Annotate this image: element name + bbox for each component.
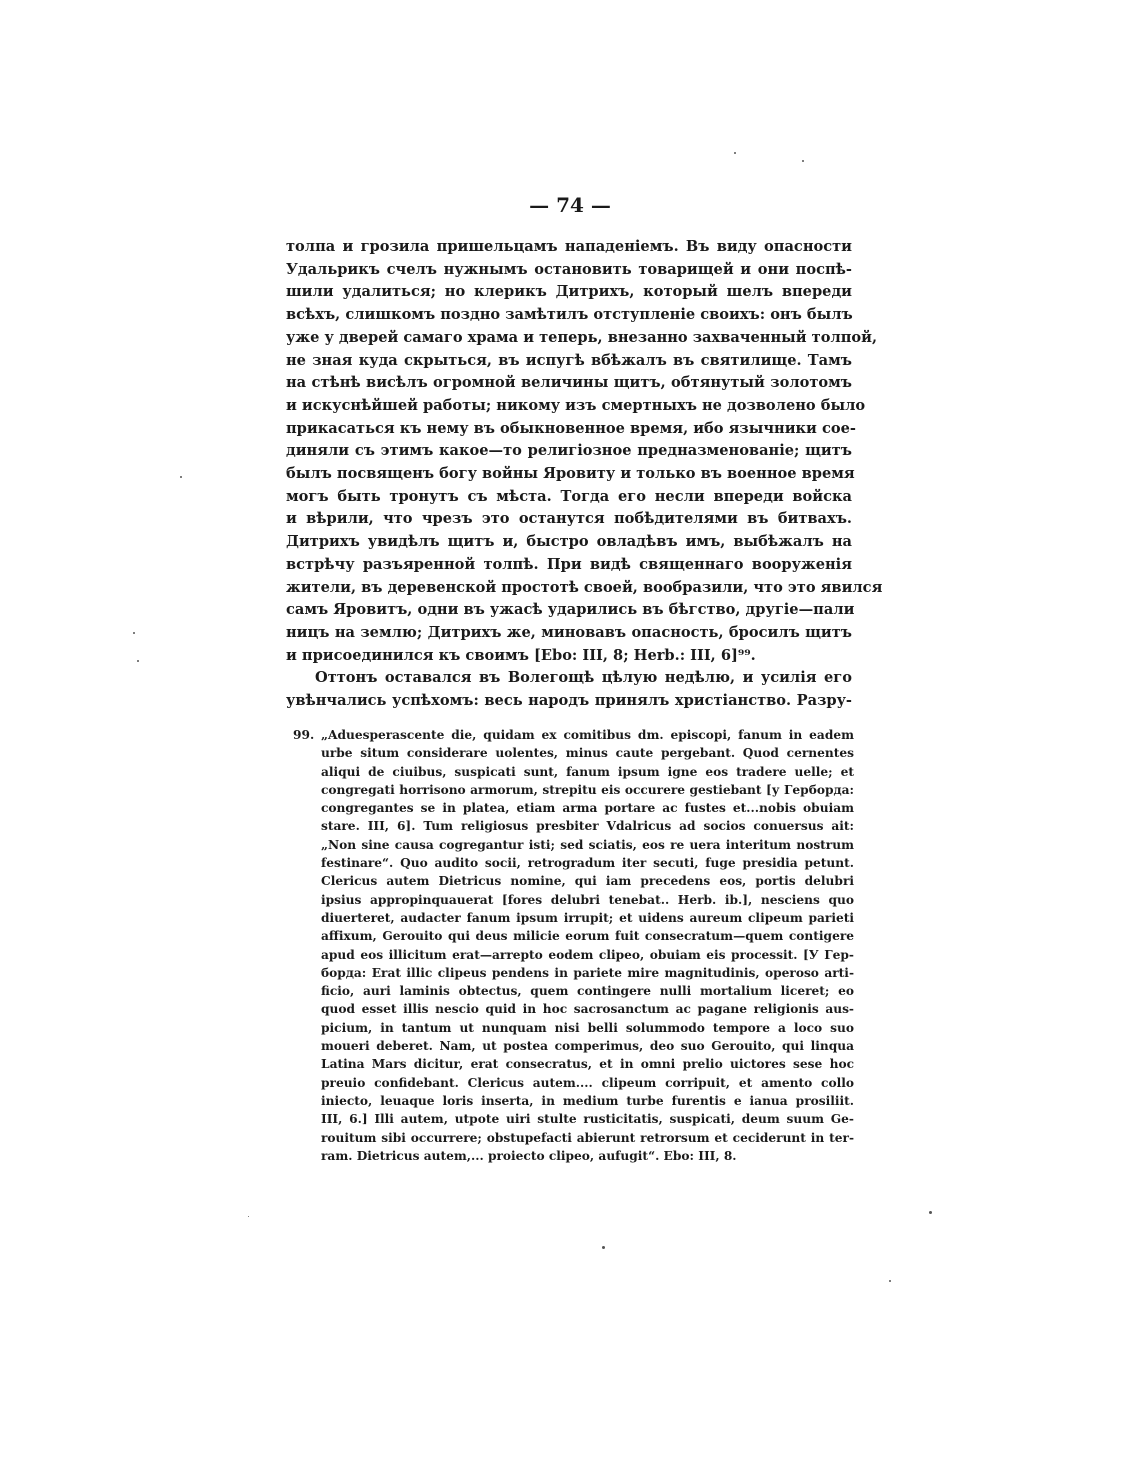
footnote-marker: 99. <box>293 728 315 742</box>
text-line: встрѣчу разъяренной толпѣ. При видѣ священнаго вооруженія <box>286 555 852 573</box>
footnote-line: Clericus autem Dietricus nomine, qui iam precedens eos, portis delubri <box>321 874 854 889</box>
footnote-line: Latina Mars dicitur, erat consecratus, et in omni prelio uictores sese hoc <box>321 1057 854 1072</box>
scan-speck <box>602 1246 605 1249</box>
footnote-line-text: „Aduesperascente die, quidam ex comitibus dm. episcopi, fanum in eadem <box>321 728 854 742</box>
footnote-line: apud eos illicitum erat—arrepto eodem clipeo, obuiam eis processit. [У Гер- <box>321 947 854 962</box>
scan-speck <box>802 160 804 162</box>
footnote-line: urbe situm considerare uolentes, minus caute pergebant. Quod cernentes <box>321 746 854 761</box>
footnote <box>286 726 854 1165</box>
text-line: всѣхъ, слишкомъ поздно замѣтилъ отступленіе своихъ: онъ былъ <box>286 306 853 324</box>
footnote-line: борда: Erat illic clipeus pendens in pariete mire magnitudinis, operoso arti- <box>321 965 854 980</box>
text-line: шили удалиться; но клерикъ Дитрихъ, который шелъ впереди <box>286 283 852 301</box>
text-line: уже у дверей самаго храма и теперь, внезанно захваченный толпой, <box>286 328 878 346</box>
text-line: увѣнчались успѣхомъ: весь народъ принялъ христіанство. Разру- <box>286 692 852 710</box>
footnote-line: aliqui de ciuibus, suspicati sunt, fanum ipsum igne eos tradere uelle; et <box>321 764 854 779</box>
footnote-line: ficio, auri laminis obtectus, quem contingere nulli mortalium liceret; eo <box>321 984 854 999</box>
text-line: Удальрикъ счелъ нужнымъ остановить товарищей и они поспѣ- <box>286 260 852 278</box>
text-line: и присоединился къ своимъ [Ebo: III, 8; Herb.: III, 6]⁹⁹. <box>286 646 756 664</box>
text-line: былъ посвященъ богу войны Яровиту и только въ военное время <box>286 465 855 483</box>
text-line: Оттонъ оставался въ Волегощѣ цѣлую недѣлю, и усилія его <box>315 669 852 687</box>
text-line: толпа и грозила пришельцамъ нападеніемъ. Въ виду опасности <box>286 238 852 255</box>
text-line: могъ быть тронутъ съ мѣста. Тогда его несли впереди войска <box>286 487 852 505</box>
scan-speck <box>734 152 736 154</box>
footnote-line: ipsius appropinquauerat [fores delubri tenebat.. Herb. ib.], nesciens quo <box>321 892 854 907</box>
scan-speck <box>133 632 135 634</box>
footnote-line: picium, in tantum ut nunquam nisi belli solummodo tempore a loco suo <box>321 1020 854 1035</box>
scan-speck <box>248 1216 249 1217</box>
scan-speck <box>929 1211 932 1214</box>
footnote-line: preuio confidebant. Clericus autem.... clipeum corripuit, et amento collo <box>321 1075 854 1090</box>
footnote-line: iniecto, leuaque loris inserta, in medium turbe furentis e ianua prosiliit. <box>321 1093 854 1108</box>
text-line: и вѣрили, что чрезъ это останутся побѣдителями въ битвахъ. <box>286 510 852 528</box>
text-line: Дитрихъ увидѣлъ щитъ и, быстро овладѣвъ имъ, выбѣжалъ на <box>286 533 852 551</box>
footnote-line: stare. III, 6]. Tum religiosus presbiter Vdalricus ad socios conuersus ait: <box>321 819 854 834</box>
scan-speck <box>180 476 182 478</box>
footnote-line: affixum, Gerouito qui deus milicie eorum fuit consecratum—quem contigere <box>321 929 854 944</box>
footnote-line: III, 6.] Illi autem, utpote uiri stulte rusticitatis, suspicati, deum suum Ge- <box>321 1112 854 1127</box>
footnote-line: diuerteret, audacter fanum ipsum irrupit; et uidens aureum clipeum parieti <box>321 910 854 925</box>
scan-speck <box>137 660 139 662</box>
footnote-line: ram. Dietricus autem,... proiecto clipeo, aufugit“. Ebo: III, 8. <box>321 1148 737 1163</box>
footnote-line: quod esset illis nescio quid in hoc sacrosanctum ac pagane religionis aus- <box>321 1002 854 1017</box>
text-line: ницъ на землю; Дитрихъ же, миновавъ опасность, бросилъ щитъ <box>286 623 852 641</box>
footnote-line <box>286 726 854 744</box>
main-text <box>286 236 883 713</box>
text-line: прикасаться къ нему въ обыкновенное время, ибо язычники сое- <box>286 419 856 437</box>
text-line: на стѣнѣ висѣлъ огромной величины щитъ, обтянутый золотомъ <box>286 374 852 392</box>
footnote-line: congregati horrisono armorum, strepitu eis occurere gestiebant [у Герборда: <box>321 782 854 797</box>
text-line: и искуснѣйшей работы; никому изъ смертныхъ не дозволено было <box>286 396 866 414</box>
footnote-line: festinare“. Quo audito socii, retrogradum iter secuti, fuge presidia petunt. <box>321 856 854 871</box>
text-line: диняли съ этимъ какое—то религіозное предназменованіе; щитъ <box>286 442 852 460</box>
footnote-line: moueri deberet. Nam, ut postea comperimus, deo suo Gerouito, qui linqua <box>321 1039 854 1054</box>
text-line: жители, въ деревенской простотѣ своей, вообразили, что это явился <box>286 578 883 596</box>
text-line: самъ Яровитъ, одни въ ужасѣ ударились въ бѣгство, другіе—пали <box>286 601 855 619</box>
footnote-line: „Non sine causa cogregantur isti; sed sciatis, eos re uera interitum nostrum <box>321 837 854 852</box>
scan-speck <box>889 1280 891 1282</box>
text-line: не зная куда скрыться, въ испугѣ вбѣжалъ въ святилище. Тамъ <box>286 351 852 369</box>
footnote-line: congregantes se in platea, etiam arma portare ac fustes et...nobis obuiam <box>321 801 854 816</box>
footnote-line: rouitum sibi occurrere; obstupefacti abierunt retrorsum et ceciderunt in ter- <box>321 1130 854 1145</box>
page-number: — 74 — <box>529 193 611 217</box>
